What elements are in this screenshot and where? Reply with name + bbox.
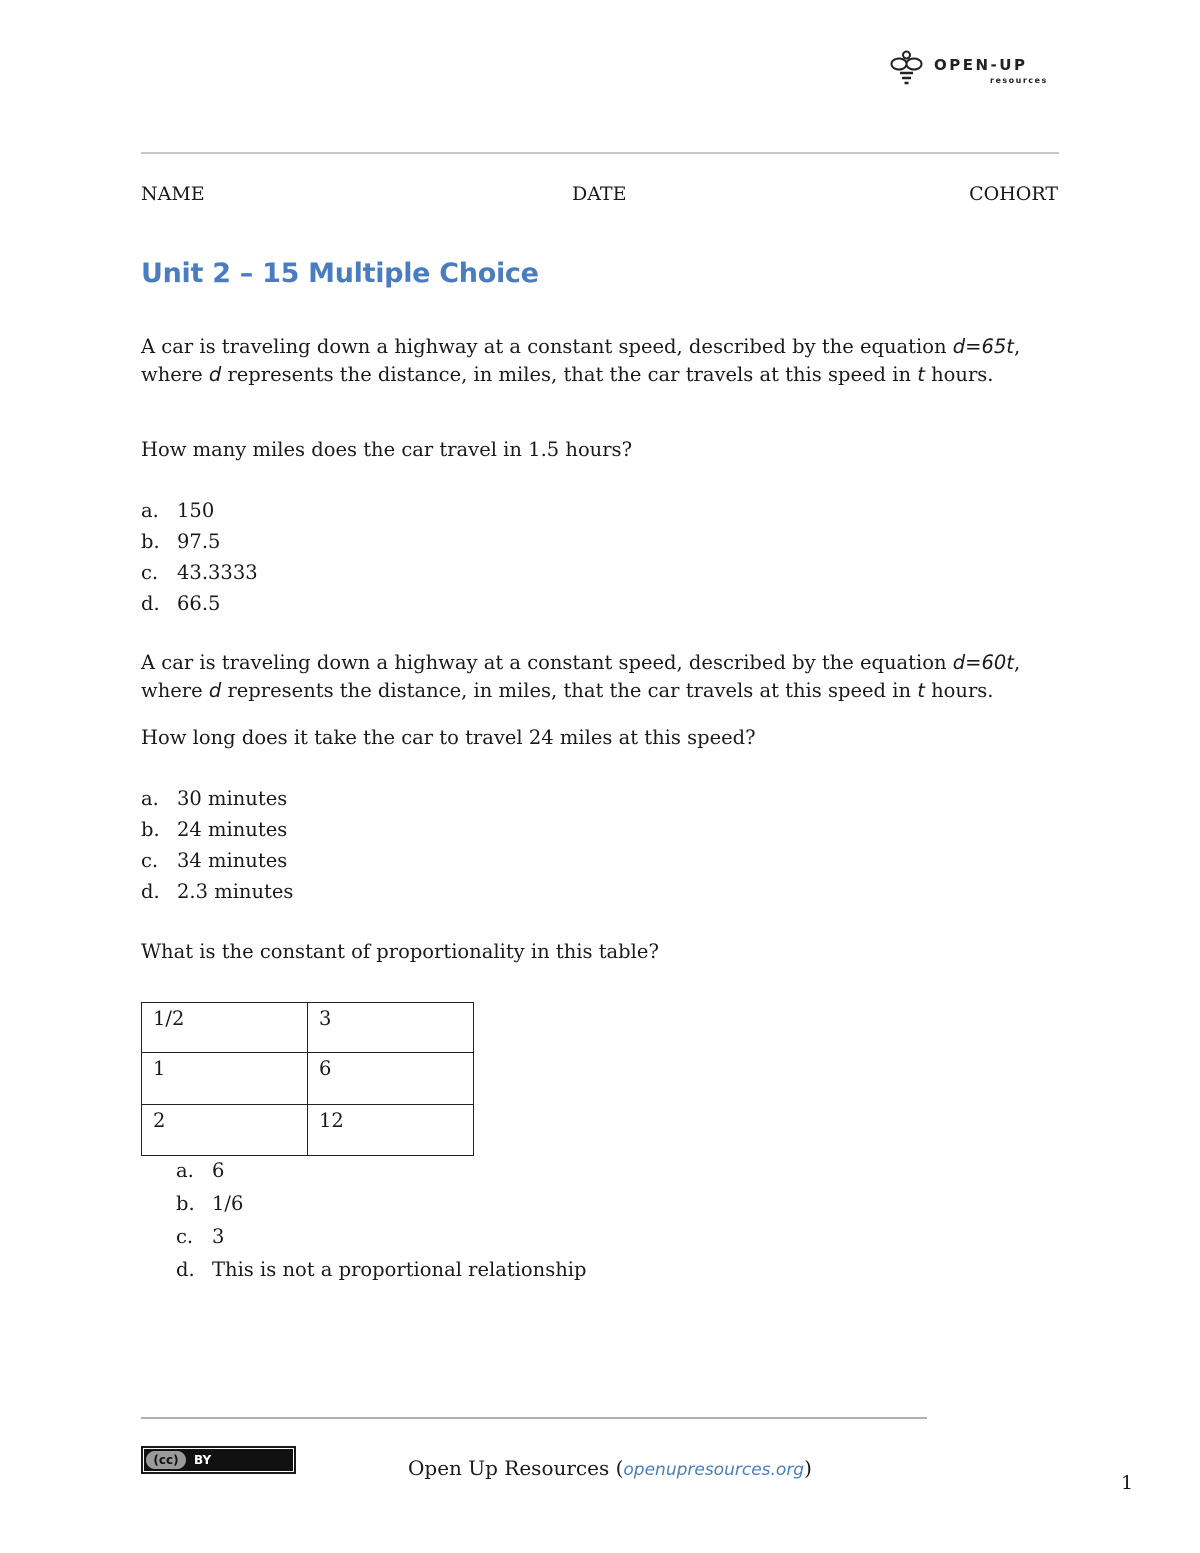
footer-credit: Open Up Resources (openupresources.org) bbox=[408, 1456, 812, 1480]
logo-subtext: resources bbox=[990, 76, 1048, 85]
q3-question: What is the constant of proportionality in this table? bbox=[141, 940, 659, 963]
q1-question: How many miles does the car travel in 1.5 hours? bbox=[141, 438, 633, 461]
q1-equation: d=65t bbox=[952, 335, 1014, 358]
q2-equation: d=60t bbox=[952, 651, 1014, 674]
q2-stem-line-2: where d represents the distance, in miles, that the car travels at this speed in t hours. bbox=[141, 679, 994, 702]
q1-option-d[interactable]: d. 66.5 bbox=[141, 592, 221, 615]
table-cell: 6 bbox=[308, 1053, 474, 1105]
name-label: NAME bbox=[141, 183, 205, 205]
q3-option-a[interactable]: a. 6 bbox=[176, 1159, 225, 1182]
table-row bbox=[142, 1053, 474, 1105]
q2-option-c[interactable]: c. 34 minutes bbox=[141, 849, 288, 872]
logo-wordmark: OPEN-UP bbox=[934, 56, 1028, 74]
q1-option-a[interactable]: a. 150 bbox=[141, 499, 215, 522]
proportion-table bbox=[141, 1002, 474, 1156]
cc-by-label: BY bbox=[194, 1453, 212, 1467]
table-cell: 1/2 bbox=[142, 1003, 308, 1053]
page-number: 1 bbox=[1121, 1472, 1134, 1494]
q2-option-a[interactable]: a. 30 minutes bbox=[141, 787, 288, 810]
page-title: Unit 2 – 15 Multiple Choice bbox=[141, 258, 539, 289]
q2-stem-line-1: A car is traveling down a highway at a constant speed, described by the equation d=60t, bbox=[141, 651, 1021, 674]
q2-option-b[interactable]: b. 24 minutes bbox=[141, 818, 288, 841]
q2-stem bbox=[141, 649, 1020, 705]
q2-question: How long does it take the car to travel 24 miles at this speed? bbox=[141, 726, 756, 749]
cc-icon: (cc) bbox=[146, 1451, 186, 1469]
table-cell: 2 bbox=[142, 1105, 308, 1156]
table-cell: 12 bbox=[308, 1105, 474, 1156]
table-cell: 3 bbox=[308, 1003, 474, 1053]
q3-option-c[interactable]: c. 3 bbox=[176, 1225, 225, 1248]
openupresources-link[interactable]: openupresources.org bbox=[623, 1460, 805, 1480]
q1-stem bbox=[141, 333, 1020, 389]
q3-option-d[interactable]: d. This is not a proportional relationship bbox=[176, 1258, 587, 1281]
q1-stem-line-2: where d represents the distance, in miles, that the car travels at this speed in t hours. bbox=[141, 363, 994, 386]
q1-stem-line-1: A car is traveling down a highway at a constant speed, described by the equation d=65t, bbox=[141, 335, 1021, 358]
date-label: DATE bbox=[572, 183, 627, 205]
table-row bbox=[142, 1105, 474, 1156]
table-cell: 1 bbox=[142, 1053, 308, 1105]
q2-option-d[interactable]: d. 2.3 minutes bbox=[141, 880, 294, 903]
cohort-label: COHORT bbox=[969, 183, 1058, 205]
header-divider bbox=[141, 152, 1059, 154]
q1-option-c[interactable]: c. 43.3333 bbox=[141, 561, 258, 584]
q1-option-b[interactable]: b. 97.5 bbox=[141, 530, 221, 553]
table-row bbox=[142, 1003, 474, 1053]
q3-option-b[interactable]: b. 1/6 bbox=[176, 1192, 244, 1215]
footer-divider bbox=[141, 1417, 927, 1419]
